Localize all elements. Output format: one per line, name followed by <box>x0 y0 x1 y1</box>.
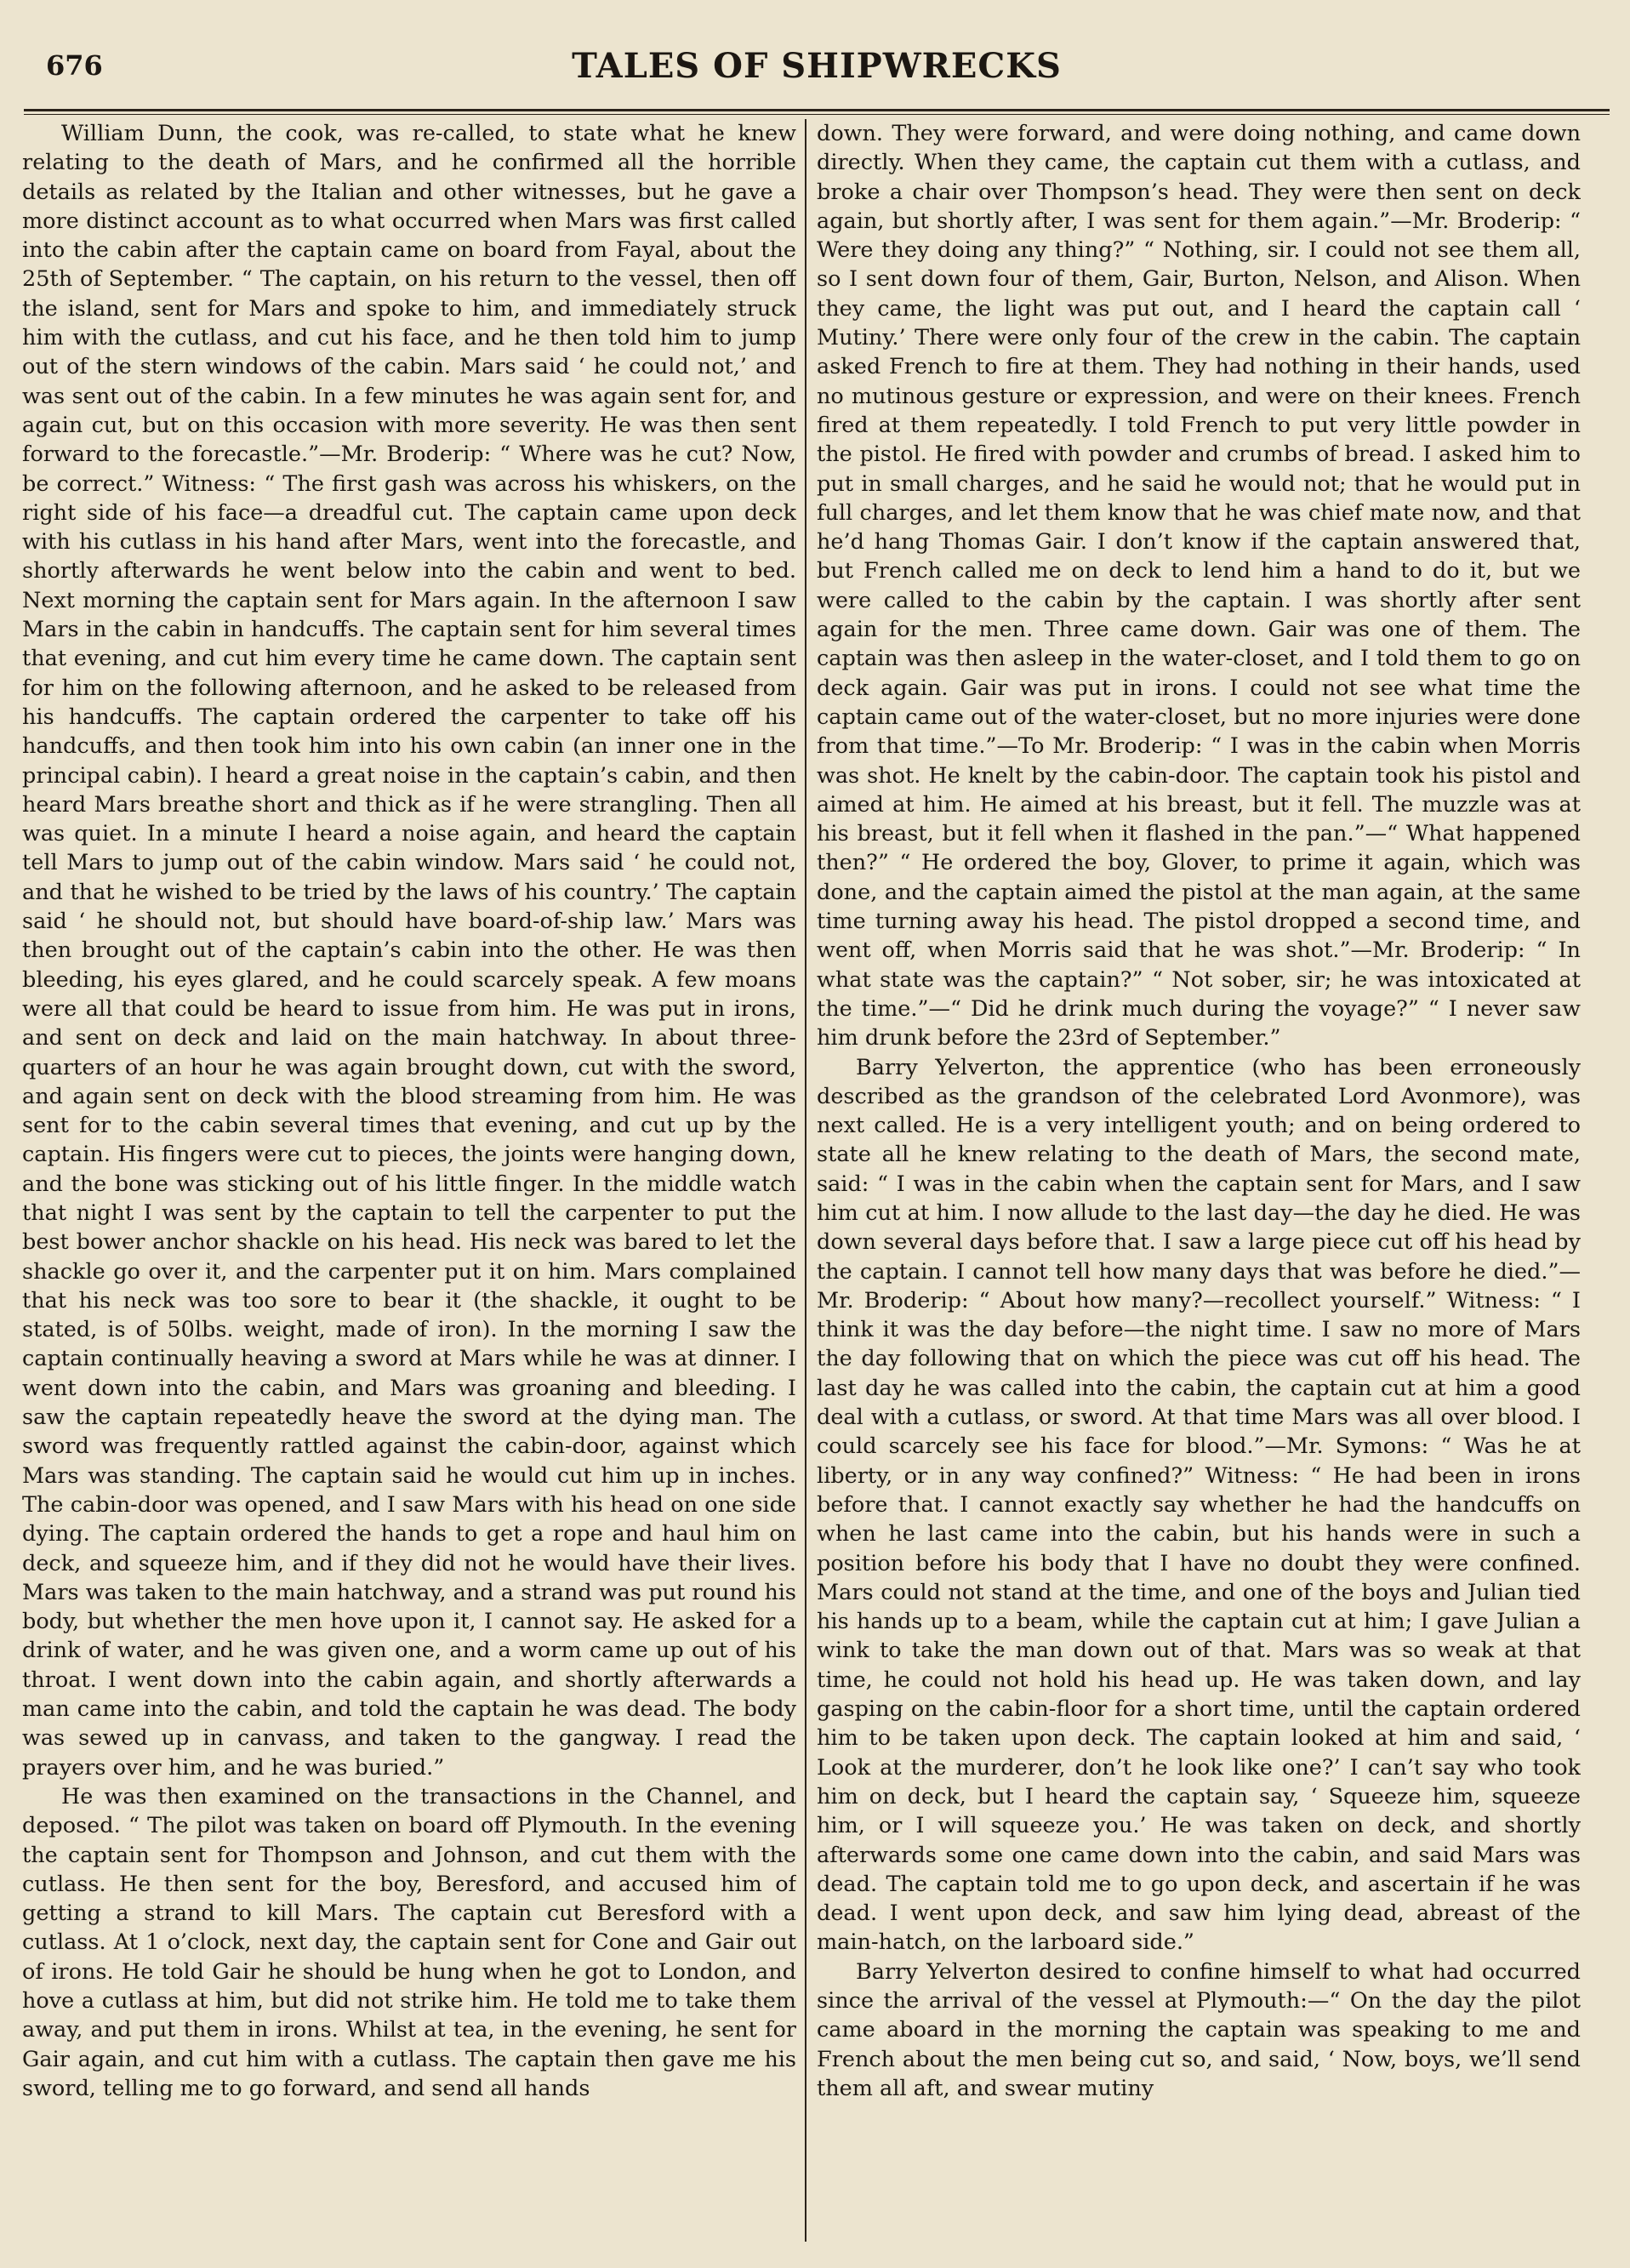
paragraph: Barry Yelverton desired to confine himself to what had occurred since the arrival of the vessel at Plymouth:—“ On the day the pilot came aboard in the morning the captain was speaking to me and French about the men being cut so, and said, ‘ Now, boys, we’ll send them all aft, and swear mutiny <box>817 1958 1581 2101</box>
column-divider <box>805 119 806 2242</box>
paragraph: He was then examined on the transactions in the Channel, and deposed. “ The pilot was taken on board off Plymouth. In the evening the captain sent for Thompson and Johnson, and cut them with the cutlass. He then sent for the boy, Beresford, and accused him of getting a strand to kill Mars. The captain cut Beresford with a cutlass. At 1 o’clock, next day, the captain sent for Cone and Gair out of irons. He told Gair he should be hung when he got to London, and hove a cutlass at him, but did not strike him. He told me to take them away, and put them in irons. Whilst at tea, in the evening, he sent for Gair again, and cut him with a cutlass. The captain then gave me his sword, telling me to go forward, and send all hands <box>22 1783 796 2101</box>
paragraph: down. They were forward, and were doing nothing, and came down directly. When they came, the captain cut them with a cutlass, and broke a chair over Thompson’s head. They were then sent on deck again, but shortly after, I was sent for them again.”—Mr. Broderip: “ Were they doing any thing?” “ Nothing, sir. I could not see them all, so I sent down four of them, Gair, Burton, Nelson, and Alison. When they came, the light was put out, and I heard the captain call ‘ Mutiny.’ There were only four of the crew in the cabin. The captain asked French to fire at them. They had nothing in their hands, used no mutinous gesture or expression, and were on their knees. French fired at them repeatedly. I told French to put very little powder in the pistol. He fired with powder and crumbs of bread. I asked him to put in small charges, and he said he would not; that he would put in full charges, and let them know that he was chief mate now, and that he’d hang Thomas Gair. I don’t know if the captain answered that, but French called me on deck to lend him a hand to do it, but we were called to the cabin by the captain. I was shortly after sent again for the men. Three came down. Gair was one of them. The captain was then asleep in the water-closet, and I told them to go on deck again. Gair was put in irons. I could not see what time the captain came out of the water-closet, but no more injuries were done from that time.”—To Mr. Broderip: “ I was in the cabin when Morris was shot. He knelt by the cabin-door. The captain took his pistol and aimed at him. He aimed at his breast, but it fell. The muzzle was at his breast, but it fell when it flashed in the pan.”—“ What happened then?” “ He ordered the boy, Glover, to prime it again, which was done, and the captain aimed the pistol at the man again, at the same time turning away his head. The pistol dropped a second time, and went off, when Morris said that he was shot.”—Mr. Broderip: “ In what state was the captain?” “ Not sober, sir; he was intoxicated at the time.”—“ Did he drink much during the voyage?” “ I never saw him drunk before the 23rd of September.” <box>817 121 1581 1051</box>
running-head: TALES OF SHIPWRECKS <box>572 46 1062 86</box>
left-column <box>22 119 796 2254</box>
paragraph: William Dunn, the cook, was re-called, to state what he knew relating to the death of Mars, and he confirmed all the horrible details as related by the Italian and other witnesses, but he gave a more distinct account as to what occurred when Mars was first called into the cabin after the captain came on board from Fayal, about the 25th of September. “ The captain, on his return to the vessel, then off the island, sent for Mars and spoke to him, and immediately struck him with the cutlass, and cut his face, and he then told him to jump out of the stern windows of the cabin. Mars said ‘ he could not,’ and was sent out of the cabin. In a few minutes he was again sent for, and again cut, but on this occasion with more severity. He was then sent forward to the forecastle.”—Mr. Broderip: “ Where was he cut? Now, be correct.” Witness: “ The first gash was across his whiskers, on the right side of his face—a dreadful cut. The captain came upon deck with his cutlass in his hand after Mars, went into the forecastle, and shortly afterwards he went below into the cabin and went to bed. Next morning the captain sent for Mars again. In the afternoon I saw Mars in the cabin in handcuffs. The captain sent for him several times that evening, and cut him every time he came down. The captain sent for him on the following afternoon, and he asked to be released from his handcuffs. The captain ordered the carpenter to take off his handcuffs, and then took him into his own cabin (an inner one in the principal cabin). I heard a great noise in the captain’s cabin, and then heard Mars breathe short and thick as if he were strangling. Then all was quiet. In a minute I heard a noise again, and heard the captain tell Mars to jump out of the cabin window. Mars said ‘ he could not, and that he wished to be tried by the laws of his country.’ The captain said ‘ he should not, but should have board-of-ship law.’ Mars was then brought out of the captain’s cabin into the other. He was then bleeding, his eyes glared, and he could scarcely speak. A few moans were all that could be heard to issue from him. He was put in irons, and sent on deck and laid on the main hatchway. In about three-quarters of an hour he was again brought down, cut with the sword, and again sent on deck with the blood streaming from him. He was sent for to the cabin several times that evening, and cut up by the captain. His fingers were cut to pieces, the joints were hanging down, and the bone was sticking out of his little finger. In the middle watch that night I was sent by the captain to tell the carpenter to put the best bower anchor shackle on his head. His neck was bared to let the shackle go over it, and the carpenter put it on him. Mars complained that his neck was too sore to bear it (the shackle, it ought to be stated, is of 50lbs. weight, made of iron). In the morning I saw the captain continually heaving a sword at Mars while he was at dinner. I went down into the cabin, and Mars was groaning and bleeding. I saw the captain repeatedly heave the sword at the dying man. The sword was frequently rattled against the cabin-door, against which Mars was standing. The captain said he would cut him up in inches. The cabin-door was opened, and I saw Mars with his head on one side dying. The captain ordered the hands to get a rope and haul him on deck, and squeeze him, and if they did not he would have their lives. Mars was taken to the main hatchway, and a strand was put round his body, but whether the men hove upon it, I cannot say. He asked for a drink of water, and he was given one, and a worm came up out of his throat. I went down into the cabin again, and shortly afterwards a man came into the cabin, and told the captain he was dead. The body was sewed up in canvass, and taken to the gangway. I read the prayers over him, and he was buried.” <box>22 121 796 1781</box>
paragraph: Barry Yelverton, the apprentice (who has been erroneously described as the grandson of the celebrated Lord Avonmore), was next called. He is a very intelligent youth; and on being ordered to state all he knew relating to the death of Mars, the second mate, said: “ I was in the cabin when the captain sent for Mars, and I saw him cut at him. I now allude to the last day—the day he died. He was down several days before that. I saw a large piece cut off his head by the captain. I cannot tell how many days that was before he died.”—Mr. Broderip: “ About how many?—recollect yourself.” Witness: “ I think it was the day before—the night time. I saw no more of Mars the day following that on which the piece was cut off his head. The last day he was called into the cabin, the captain cut at him a good deal with a cutlass, or sword. At that time Mars was all over blood. I could scarcely see his face for blood.”—Mr. Symons: “ Was he at liberty, or in any way confined?” Witness: “ He had been in irons before that. I cannot exactly say whether he had the handcuffs on when he last came into the cabin, but his hands were in such a position before his body that I have no doubt they were confined. Mars could not stand at the time, and one of the boys and Julian tied his hands up to a beam, while the captain cut at him; I gave Julian a wink to take the man down out of that. Mars was so weak at that time, he could not hold his head up. He was taken down, and lay gasping on the cabin-floor for a short time, until the captain ordered him to be taken upon deck. The captain looked at him and said, ‘ Look at the murderer, don’t he look like one?’ I can’t say who took him on deck, but I heard the captain say, ‘ Squeeze him, squeeze him, or I will squeeze you.’ He was taken on deck, and shortly afterwards some one came down into the cabin, and said Mars was dead. The captain told me to go upon deck, and ascertain if he was dead. I went upon deck, and saw him lying dead, abreast of the main-hatch, on the larboard side.” <box>817 1054 1581 1956</box>
page-header <box>24 37 1610 92</box>
page-number: 676 <box>46 49 103 82</box>
header-rule <box>24 109 1610 115</box>
right-column <box>817 119 1581 2254</box>
